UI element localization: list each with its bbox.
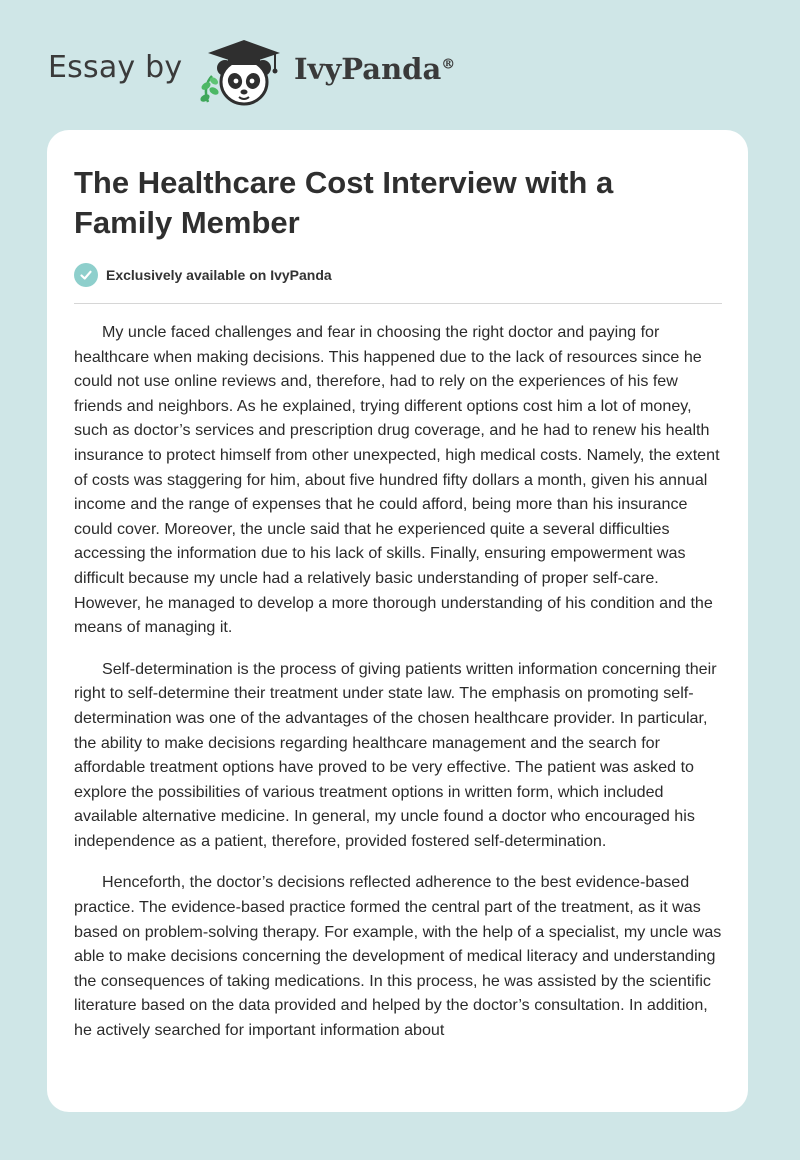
divider: [74, 303, 722, 304]
exclusive-label: Exclusively available on IvyPanda: [106, 267, 332, 283]
registered-mark: ®: [441, 56, 456, 73]
brand-name[interactable]: [294, 52, 455, 86]
essay-by-label: Essay by: [48, 50, 183, 85]
essay-paragraph: Henceforth, the doctor’s decisions reflected adherence to the best evidence-based practice. The evidence-based practice formed the central part of the treatment, as it was based on problem-solving therapy. For example, with the help of a specialist, my uncle was able to make decisions concerning the development of medical literacy and understanding the consequences of taking medications. In this process, he was assisted by the scientific literature based on the data provided and helped by the doctor’s consultation. In addition, he actively searched for important information about: [74, 873, 722, 1040]
exclusive-badge: [74, 262, 332, 288]
essay-paragraph: My uncle faced challenges and fear in choosing the right doctor and paying for healthcare when making decisions. This happened due to the lack of resources since he could not use online reviews and, therefore, had to rely on the experiences of his few friends and neighbors. As he explained, trying different options cost him a lot of money, such as doctor’s services and prescription drug coverage, and he had to renew his health insurance to protect himself from other unexpected, high medical costs. Namely, the extent of costs was staggering for him, about five hundred fifty dollars a month, given his annual income and the range of expenses that he could afford, being more than his insurance could cover. Moreover, the uncle said that he experienced quite a several difficulties accessing the information due to his lack of skills. Finally, ensuring empowerment was difficult because my uncle had a relatively basic understanding of proper self-care. However, he managed to develop a more thorough understanding of his condition and the means of managing it.: [74, 323, 720, 637]
panda-graduate-icon[interactable]: [198, 36, 290, 112]
brand-name-text: IvyPanda: [294, 52, 442, 86]
essay-body: [74, 320, 724, 1060]
essay-card: [47, 130, 748, 1112]
essay-paragraph: Self-determination is the process of giving patients written information concerning their right to self-determine their treatment under state law. The emphasis on promoting self-determination was one of the advantages of the chosen healthcare provider. In particular, the ability to make decisions regarding healthcare management and the search for affordable treatment options have proved to be very effective. The patient was asked to explore the possibilities of various treatment options in written form, which included available alternative medicine. In general, my uncle found a doctor who encouraged his independence as a patient, therefore, provided fostered self-determination.: [74, 659, 717, 850]
check-circle-icon: [74, 263, 98, 287]
essay-title: The Healthcare Cost Interview with a Family Member: [74, 165, 614, 240]
site-header: [0, 0, 800, 120]
